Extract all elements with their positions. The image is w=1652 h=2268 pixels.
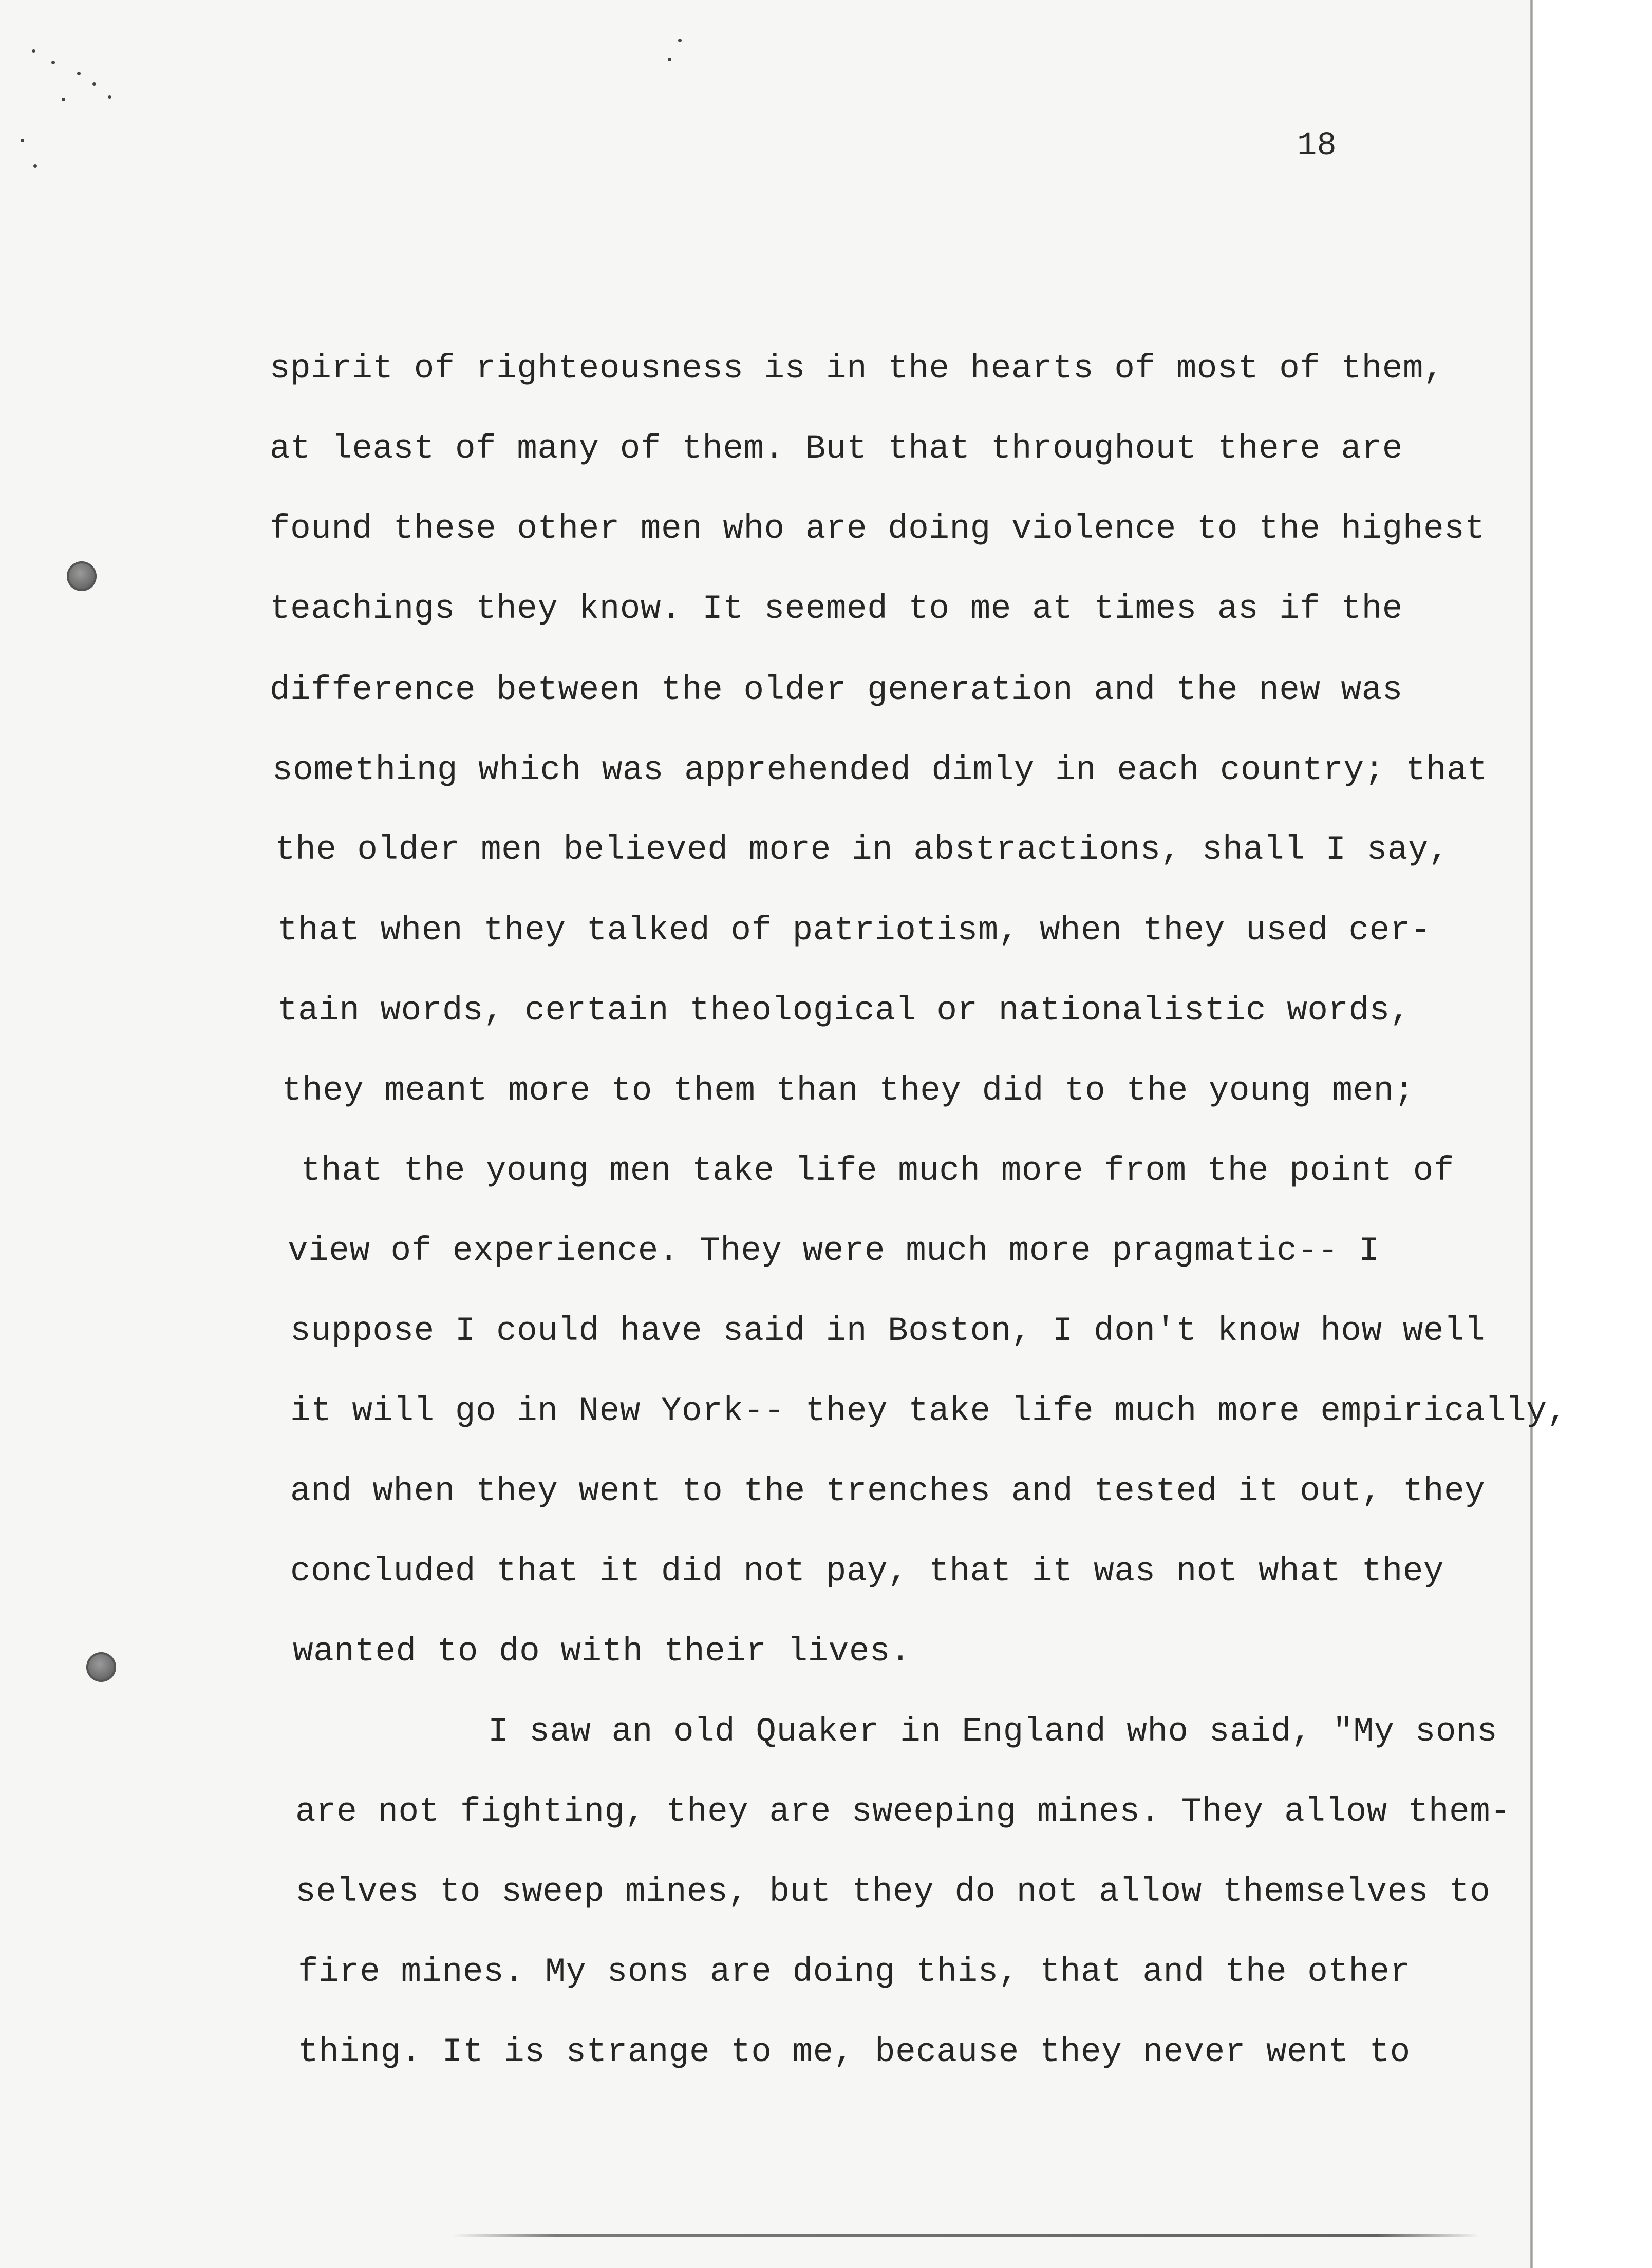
text-line: at least of many of them. But that throughout there are <box>270 429 1403 468</box>
scan-speck <box>21 139 24 142</box>
text-line: suppose I could have said in Boston, I don't know how well <box>290 1312 1486 1350</box>
text-line: selves to sweep mines, but they do not allow themselves to <box>295 1873 1491 1911</box>
text-line: view of experience. They were much more pragmatic-- I <box>288 1232 1380 1270</box>
text-line: I saw an old Quaker in England who said, "My sons <box>488 1712 1498 1751</box>
text-line: teachings they know. It seemed to me at times as if the <box>270 590 1403 628</box>
scan-speck <box>108 95 111 99</box>
text-line: spirit of righteousness is in the hearts of most of them, <box>270 349 1444 388</box>
text-line: that when they talked of patriotism, when they used cer- <box>277 911 1431 950</box>
text-line: wanted to do with their lives. <box>293 1632 911 1671</box>
scan-speck <box>33 164 37 168</box>
bottom-rule <box>452 2234 1479 2237</box>
text-line: are not fighting, they are sweeping mines. They allow them- <box>295 1792 1511 1831</box>
punch-hole-lower <box>86 1652 116 1682</box>
page-number: 18 <box>1297 127 1337 164</box>
scan-margin <box>1533 0 1652 2268</box>
scan-speck <box>32 49 35 53</box>
scan-speck <box>92 82 96 86</box>
text-line: they meant more to them than they did to the young men; <box>281 1071 1415 1110</box>
page-edge-line <box>1530 0 1533 2268</box>
punch-hole-upper <box>67 561 97 591</box>
scan-speck <box>668 58 671 61</box>
text-line: fire mines. My sons are doing this, that and the other <box>298 1953 1411 1991</box>
scan-speck <box>678 39 682 42</box>
text-line: it will go in New York-- they take life much more empirically, <box>290 1392 1568 1430</box>
text-line: tain words, certain theological or nationalistic words, <box>277 991 1411 1030</box>
scan-speck <box>62 98 65 101</box>
text-line: difference between the older generation and the new was <box>270 671 1403 709</box>
scan-speck <box>77 72 81 75</box>
text-line: the older men believed more in abstractions, shall I say, <box>275 830 1450 869</box>
text-line: and when they went to the trenches and tested it out, they <box>290 1472 1486 1510</box>
text-line: that the young men take life much more from the point of <box>301 1151 1454 1190</box>
text-line: something which was apprehended dimly in each country; that <box>272 751 1488 789</box>
text-line: concluded that it did not pay, that it was not what they <box>290 1552 1444 1591</box>
text-line: thing. It is strange to me, because they never went to <box>298 2033 1411 2071</box>
scan-speck <box>51 61 55 64</box>
text-line: found these other men who are doing violence to the highest <box>270 509 1486 548</box>
